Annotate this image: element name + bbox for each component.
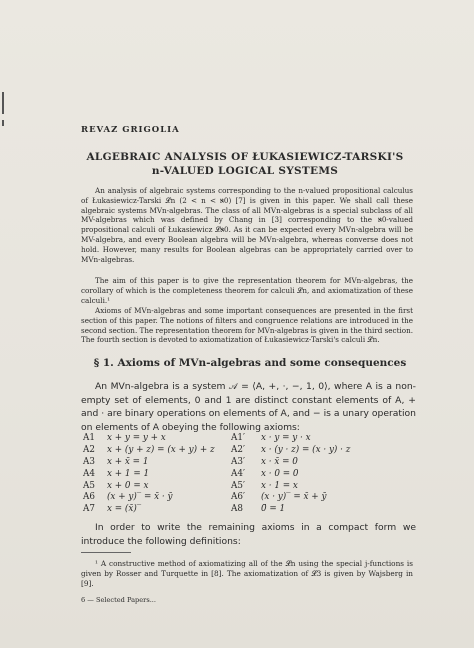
author-name: REVAZ GRIGOLIA	[81, 125, 180, 135]
intro-paragraph-2: The aim of this paper is to give the representation theorem for MVn-algebras, the corollary of which is the completeness theorem for calculi 𝓛n, and axiomatization of these calculi.¹	[81, 276, 413, 305]
axiom-formula: x · 0 = 0	[261, 468, 299, 479]
signature-label: 6 — Selected Papers...	[81, 596, 156, 604]
axiom-label: A2′	[231, 444, 245, 455]
section-heading: § 1. Axioms of MVn-algebras and some consequences	[93, 357, 407, 369]
intro-paragraph-3: Axioms of MVn-algebras and some important consequences are presented in the first section of this paper. The notions of filters and congruence relations are introduced in the second section. The representation theorem for MVn-algebras is given in the third section. The fourth section is devoted to axiomatization of Łukasiewicz-Tarski's calculi 𝓛n.	[81, 306, 413, 345]
axiom-label: A4	[83, 468, 95, 479]
axiom-formula: x · 1 = x	[261, 480, 298, 491]
axiom-row	[83, 504, 383, 516]
axiom-label: A5	[83, 480, 95, 491]
axiom-row	[83, 433, 383, 445]
page-edge-mark	[2, 120, 4, 126]
axiom-label: A6	[83, 492, 95, 503]
axiom-label: A4′	[231, 468, 245, 479]
axiom-formula: (x + y)‾ = x̄ · ȳ	[107, 492, 173, 503]
axiom-formula: x = (x̄)‾	[107, 504, 142, 515]
axiom-label: A3	[83, 456, 95, 467]
axiom-row	[83, 469, 383, 481]
axiom-label: A1′	[231, 433, 245, 443]
paper-title-line-1: ALGEBRAIC ANALYSIS OF ŁUKASIEWICZ-TARSKI'S	[86, 151, 404, 163]
footnote-rule	[81, 552, 131, 553]
axiom-formula: (x · y)‾ = x̄ + ȳ	[261, 492, 327, 503]
axiom-label: A1	[83, 433, 95, 443]
axiom-label: A2	[83, 444, 95, 455]
axiom-formula: x · y = y · x	[261, 433, 311, 443]
axiom-formula: x + 0 = x	[107, 480, 149, 491]
axiom-formula: 0̄ = 1	[261, 504, 286, 515]
page-edge-mark	[2, 92, 4, 114]
axiom-row	[83, 457, 383, 469]
intro-paragraph-1: An analysis of algebraic systems corresponding to the n-valued propositional calculus of Łukasiewicz-Tarski 𝓛n (2 < n < ℵ0) [7] is given in this paper. We shall call these algebraic systems MVn-algebras. The class of all MVn-algebras is a special subclass of all MV-algebras which was defined by Chang in [3] corresponding to the ℵ0-valued propositional calculi of Łukasiewicz 𝓛ℵ0. As it can be expected every MVn-algebra will be MV-algebra, and every Boolean algebra will be MVn-algebra, whereas converse does not hold. However, many results for Boolean algebras can be appropriately carried over to MVn-algebras.	[81, 186, 413, 264]
axiom-formula: x + y = y + x	[107, 433, 166, 443]
axiom-formula: x + 1 = 1	[107, 468, 150, 479]
axiom-formula: x + x̄ = 1	[107, 456, 149, 467]
axiom-formula: x · x̄ = 0	[261, 456, 298, 467]
definition-paragraph: An MVn-algebra is a system 𝒜 = ⟨A, +, ·, −, 1, 0⟩, where A is a non-empty set of elements, 0 and 1 are distinct constant elements of A, + and · are binary operations on elements of A, and − is a unary operation on elements of A obeying the following axioms:	[81, 381, 416, 433]
axiom-label: A8	[231, 504, 243, 515]
axioms-table	[83, 433, 383, 516]
paper-title-line-2: n-VALUED LOGICAL SYSTEMS	[151, 165, 339, 177]
axiom-label: A7	[83, 504, 95, 515]
axiom-formula: x + (y + z) = (x + y) + z	[107, 444, 215, 455]
axiom-label: A5′	[231, 480, 245, 491]
compact-form-paragraph: In order to write the remaining axioms in a compact form we introduce the following definitions:	[81, 522, 416, 547]
axiom-row	[83, 481, 383, 493]
axiom-formula: x · (y · z) = (x · y) · z	[261, 444, 351, 455]
axiom-row	[83, 492, 383, 504]
axiom-row	[83, 445, 383, 457]
footnote: ¹ A constructive method of axiomatizing all of the 𝓛n using the special j-functions is given by Rosser and Turquette in [8]. The axiomatization of 𝓛3 is given by Wajsberg in [9].	[81, 559, 413, 588]
axiom-label: A3′	[231, 456, 245, 467]
axiom-label: A6′	[231, 492, 245, 503]
